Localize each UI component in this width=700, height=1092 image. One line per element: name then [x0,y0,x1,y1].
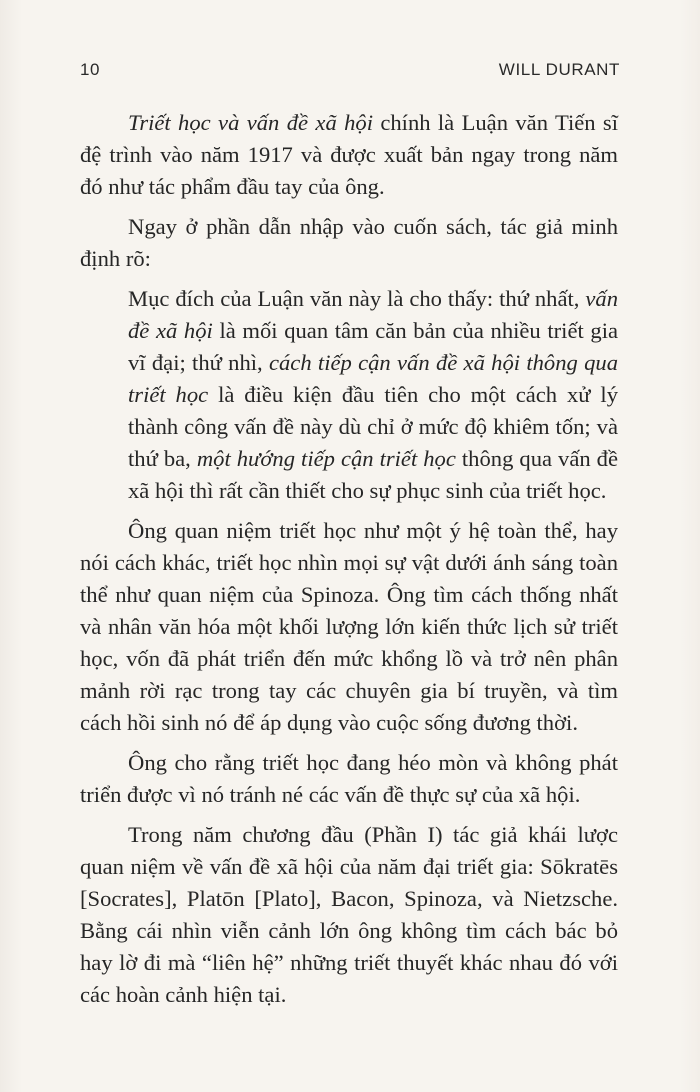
quote-text: Mục đích của Luận văn này là cho thấy: thứ nhất, [128,286,586,311]
page-body [80,107,618,1011]
quote-text: là mối quan tâm căn bản của nhiều triết gia vĩ đại; thứ nhì, [128,318,618,375]
book-title: Triết học và vấn đề xã hội [128,110,373,135]
page-number: 10 [80,60,101,79]
quote-text: thông qua vấn đề xã hội thì rất cần thiết cho sự phục sinh của triết học. [128,446,619,503]
paragraph-1 [80,107,618,203]
quote-emphasis: vấn đề xã hội [128,286,618,343]
paragraph-text: chính là Luận văn Tiến sĩ đệ trình vào năm 1917 và được xuất bản ngay trong năm đó như tác phẩm đầu tay của ông. [80,110,618,199]
page-header [80,60,620,90]
paragraph-3: Ông quan niệm triết học như một ý hệ toàn thể, hay nói cách khác, triết học nhìn mọi sự vật dưới ánh sáng toàn thể như quan niệm của Spinoza. Ông tìm cách thống nhất và nhân văn hóa một khối lượng lớn kiến thức lịch sử triết học, vốn đã phát triển đến mức khổng lồ và trở nên phân mảnh rời rạc trong tay các chuyên gia bí truyền, và tìm cách hồi sinh nó để áp dụng vào cuộc sống đương thời. [80,518,618,735]
paragraph-2: Ngay ở phần dẫn nhập vào cuốn sách, tác giả minh định rõ: [80,214,618,271]
quote-emphasis: cách tiếp cận vấn đề xã hội thông qua triết học [128,350,618,407]
paragraph-4: Ông cho rằng triết học đang héo mòn và không phát triển được vì nó tránh né các vấn đề thực sự của xã hội. [80,750,618,807]
running-title: WILL DURANT [498,60,620,79]
quote-emphasis: một hướng tiếp cận triết học [196,446,456,471]
block-quote [128,283,618,507]
quote-text: là điều kiện đầu tiên cho một cách xử lý thành công vấn đề này dù chỉ ở mức độ khiêm tốn; và thứ ba, [128,382,618,471]
paragraph-5: Trong năm chương đầu (Phần I) tác giả khái lược quan niệm về vấn đề xã hội của năm đại triết gia: Sōkratēs [Socrates], Platōn [Plato], Bacon, Spinoza, và Nietzsche. Bằng cái nhìn viễn cảnh lớn ông không tìm cách bác bỏ hay lờ đi mà “liên hệ” những triết thuyết khác nhau đó với các hoàn cảnh hiện tại. [80,822,618,1007]
